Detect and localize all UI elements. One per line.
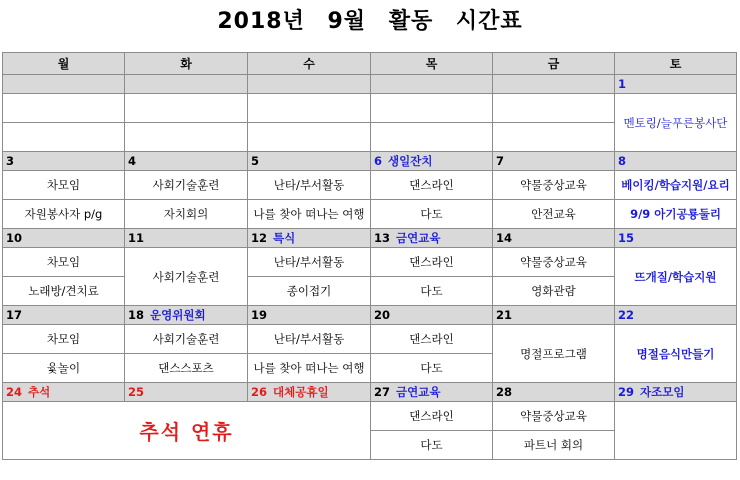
- date-cell: 28: [493, 383, 615, 402]
- week0-row1: [3, 94, 737, 123]
- weekday-tue: 화: [125, 53, 248, 75]
- date-cell-event: 29 자조모임: [615, 383, 737, 402]
- date-cell-sat: 22: [615, 306, 737, 325]
- activity-cell: 차모임: [3, 248, 125, 277]
- week4-row1: [3, 402, 737, 431]
- activity-cell: 다도: [371, 200, 493, 229]
- holiday-banner: 추석 연휴: [3, 402, 371, 460]
- activity-cell: 댄스라인: [371, 171, 493, 200]
- date-cell: 17: [3, 306, 125, 325]
- week3-date-row: [3, 306, 737, 325]
- schedule-table: [2, 52, 737, 460]
- date-cell-sat: 15: [615, 229, 737, 248]
- activity-cell-sat: 멘토링/늘푸른봉사단: [615, 94, 737, 152]
- event-label: 자조모임: [640, 385, 685, 399]
- activity-cell: 다도: [371, 354, 493, 383]
- activity-cell-sat: 뜨개질/학습지원: [615, 248, 737, 306]
- event-label: 생일잔치: [388, 154, 433, 168]
- activity-cell-sat: 베이킹/학습지원/요리: [615, 171, 737, 200]
- date-cell-sat: 8: [615, 152, 737, 171]
- date-cell-holiday: 25: [125, 383, 248, 402]
- date-cell: 5: [248, 152, 371, 171]
- week1-row2: [3, 200, 737, 229]
- activity-cell: 사회기술훈련: [125, 248, 248, 306]
- activity-cell: 자원봉사자 p/g: [3, 200, 125, 229]
- event-label: 금연교육: [396, 385, 441, 399]
- date-cell: 3: [3, 152, 125, 171]
- date-cell: 14: [493, 229, 615, 248]
- activity-cell: 다도: [371, 277, 493, 306]
- activity-cell: 약물중상교육: [493, 171, 615, 200]
- activity-cell: 약물중상교육: [493, 248, 615, 277]
- weekday-fri: 금: [493, 53, 615, 75]
- activity-cell: 명절프로그램: [493, 325, 615, 383]
- activity-cell: 약물중상교육: [493, 402, 615, 431]
- page-title: 2018년 9월 활동 시간표: [217, 9, 523, 34]
- date-cell: 4: [125, 152, 248, 171]
- activity-cell: 댄스라인: [371, 248, 493, 277]
- activity-cell: 나를 찾아 떠나는 여행: [248, 200, 371, 229]
- activity-cell: 사회기술훈련: [125, 171, 248, 200]
- week2-row1: [3, 248, 737, 277]
- activity-cell: 차모임: [3, 171, 125, 200]
- weekday-mon: 월: [3, 53, 125, 75]
- date-cell: 11: [125, 229, 248, 248]
- activity-cell: 댄스라인: [371, 402, 493, 431]
- week2-date-row: [3, 229, 737, 248]
- weekday-wed: 수: [248, 53, 371, 75]
- date-cell-event: 27 금연교육: [371, 383, 493, 402]
- activity-cell: 윷놀이: [3, 354, 125, 383]
- activity-cell: 다도: [371, 431, 493, 460]
- activity-cell: 댄스라인: [371, 325, 493, 354]
- event-label: 특식: [273, 231, 296, 245]
- week1-date-row: [3, 152, 737, 171]
- activity-cell: 파트너 회의: [493, 431, 615, 460]
- activity-cell-sat: 9/9 아기공룡둘리: [615, 200, 737, 229]
- activity-cell: 나를 찾아 떠나는 여행: [248, 354, 371, 383]
- activity-cell: 난타/부서활동: [248, 248, 371, 277]
- date-cell: 10: [3, 229, 125, 248]
- week1-row1: [3, 171, 737, 200]
- event-label: 금연교육: [396, 231, 441, 245]
- week3-row1: [3, 325, 737, 354]
- week4-date-row: [3, 383, 737, 402]
- activity-cell: 난타/부서활동: [248, 325, 371, 354]
- activity-cell: 종이접기: [248, 277, 371, 306]
- event-label: 대체공휴일: [273, 385, 329, 399]
- activity-cell: 자치회의: [125, 200, 248, 229]
- activity-cell: 난타/부서활동: [248, 171, 371, 200]
- activity-cell: 차모임: [3, 325, 125, 354]
- activity-cell-sat: [615, 402, 737, 460]
- date-cell-holiday: 24 추석: [3, 383, 125, 402]
- date-cell-event: 12 특식: [248, 229, 371, 248]
- date-cell-event: 18 운영위원회: [125, 306, 248, 325]
- date-cell-holiday: 26 대체공휴일: [248, 383, 371, 402]
- activity-cell: 안전교육: [493, 200, 615, 229]
- activity-cell: 영화관람: [493, 277, 615, 306]
- date-cell-event: 6 생일잔치: [371, 152, 493, 171]
- week0-date-row: [3, 75, 737, 94]
- date-cell-event: 13 금연교육: [371, 229, 493, 248]
- event-label: 추석: [28, 385, 51, 399]
- weekday-thu: 목: [371, 53, 493, 75]
- weekday-header-row: [3, 53, 737, 75]
- activity-cell: 댄스스포츠: [125, 354, 248, 383]
- date-cell-sat: 1: [615, 75, 737, 94]
- activity-cell-sat: 명절음식만들기: [615, 325, 737, 383]
- activity-cell: 노래방/견치료: [3, 277, 125, 306]
- date-cell: 21: [493, 306, 615, 325]
- date-cell: 19: [248, 306, 371, 325]
- event-label: 운영위원회: [150, 308, 206, 322]
- date-cell: 7: [493, 152, 615, 171]
- date-cell: 20: [371, 306, 493, 325]
- activity-cell: 사회기술훈련: [125, 325, 248, 354]
- weekday-sat: 토: [615, 53, 737, 75]
